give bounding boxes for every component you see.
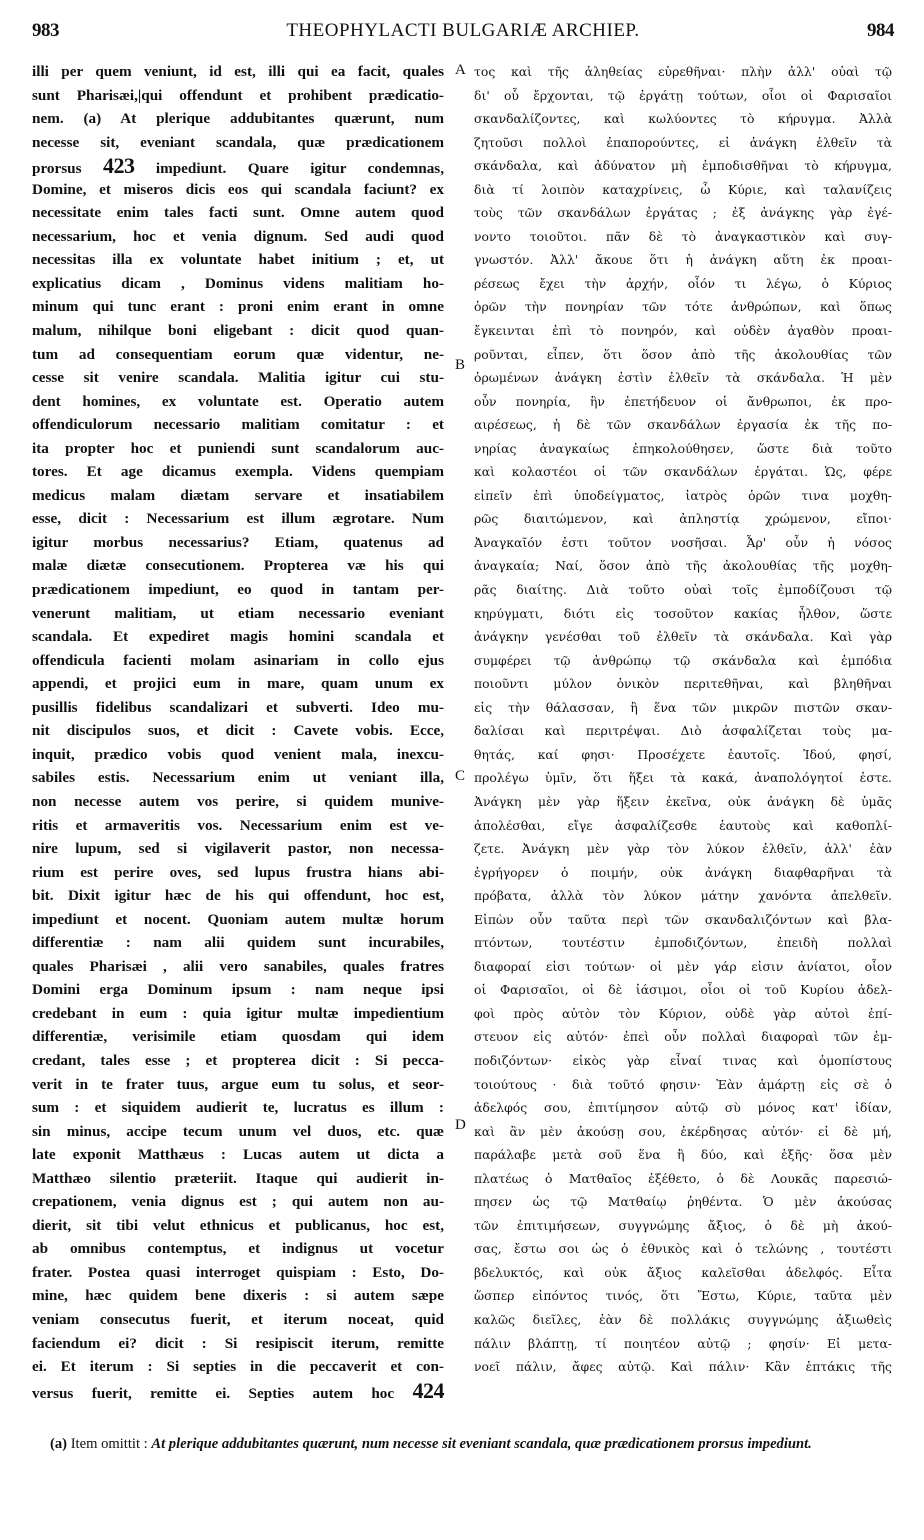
latin-line: venerunt malitiam, ut etiam necessario eveniant: [32, 604, 444, 622]
margin-page-number: 424: [412, 1377, 444, 1403]
latin-line: ei. Et iterum : Si septies in die peccaverit et con-: [32, 1358, 444, 1376]
latin-line: tum ad consequentiam eorum quæ videntur, ne-: [32, 345, 444, 363]
greek-line: θητάς, καί φησι· Προσέχετε ἑαυτοῖς. Ἰδού, φησί,: [474, 746, 892, 762]
running-title: THEOPHYLACTI BULGARIÆ ARCHIEP.: [286, 20, 640, 41]
greek-line: ἀνάγκην γενέσθαι τοῦ ἐλθεῖν τὰ σκάνδαλα. Καὶ γὰρ: [474, 629, 892, 645]
greek-line: τῶν ἐπιτιμήσεων, συγγνώμης ἄξιος, ὁ δὲ μὴ ἀκού-: [474, 1217, 892, 1233]
latin-line: bit. Dixit igitur hæc de his qui offendunt, hoc est,: [32, 887, 444, 905]
greek-line: ζητοῦσι πολλοὶ ἐπαπορούντες, εἰ ἀνάγκη ἐλθεῖν τὰ: [474, 134, 892, 150]
latin-line: credebant in eum : quia igitur multæ impedientium: [32, 1004, 444, 1022]
latin-line: Domine, et miseros dicis eos qui scandala faciunt? ex: [32, 180, 444, 198]
greek-line: ὁρῶν τὴν πονηρίαν τῶν τότε ἀνθρώπων, καὶ ὅπως: [474, 299, 892, 315]
footnote: [50, 1434, 900, 1454]
latin-line: nit discipulos suos, et dicit : Cavete vobis. Ecce,: [32, 722, 444, 740]
latin-line: appendi, et projici eum in mare, quam unum ex: [32, 675, 444, 693]
greek-line: φοὶ πρὸς αὐτὸν τὸν Κύριον, οὐδὲ γὰρ αὐτοὶ ἐπί-: [474, 1005, 892, 1021]
greek-line: ὁρωμένων ἀνάγκη ἐστὶν ἐλθεῖν τὰ σκάνδαλα. Ἡ μὲν: [474, 370, 892, 386]
greek-line: Ἀναγκαῖόν ἐστι τοῦτον νοσῆσαι. Ἆρ' οὖν ἡ νόσος: [474, 534, 892, 550]
page-number-left: 983: [32, 20, 59, 41]
latin-line: ita propter hoc et puniendi sunt scandalorum auc-: [32, 439, 444, 457]
greek-line: διαφοραί εἰσι τούτων· οἱ μὲν γάρ εἰσιν ἀνίατοι, οἷον: [474, 958, 892, 974]
greek-line: συμφέρει τῷ ἀνθρώπῳ τῷ σκάνδαλα καὶ ἐμπόδια: [474, 652, 892, 668]
greek-line: νοντο τοιοῦτοι. πᾶν δὲ τὸ ἀναγκαστικὸν καὶ συγ-: [474, 228, 892, 244]
latin-line: sum : et siquidem audierit te, lucratus es illum :: [32, 1099, 444, 1117]
greek-line: βδελυκτός, καὶ οὐκ ἄξιος καλεῖσθαι ἀδελφός. Εἶτα: [474, 1264, 892, 1280]
latin-line: ritis et armaveritis vos. Necessarium enim est ve-: [32, 816, 444, 834]
latin-line: mine, hæc quidem bene dixeris : si autem sæpe: [32, 1287, 444, 1305]
running-header: [32, 20, 894, 54]
greek-line: προλέγω ὑμῖν, ὅτι ἥξει τὰ κακά, ἀναπολόγητοί ἐστε.: [474, 770, 892, 786]
latin-line: prædicationem impediunt, eo quod in tantam per-: [32, 581, 444, 599]
greek-line: στευον εἰς αὐτόν· ἐπεὶ οὖν πολλαὶ διαφοραὶ τῶν ἐμ-: [474, 1029, 892, 1045]
greek-line: καὶ κολαστέοι οἱ τῶν σκανδάλων ἐργάται. Ὡς, φέρε: [474, 464, 892, 480]
greek-line: καλῶς διεῖλες, ἐὰν δὲ πολλάκις συγγνώμης ἀξιωθεὶς: [474, 1311, 892, 1327]
greek-line: πησεν ὡς τῷ Ματθαίῳ ῥηθέντα. Ὁ μὲν ἀκούσας: [474, 1194, 892, 1210]
greek-line: ποιοῦντι μύλον ὀνικὸν περιτεθῆναι, καὶ βληθῆναι: [474, 676, 892, 692]
latin-line: sin minus, accipe tecum unum vel duos, etc. quæ: [32, 1122, 444, 1140]
latin-line: nem. (a) At plerique addubitantes quærunt, num: [32, 110, 444, 128]
greek-line: Ἀνάγκη μὲν γὰρ ἥξειν ἐκεῖνα, οὐκ ἀνάγκη δὲ ὑμᾶς: [474, 793, 892, 809]
latin-line: tores. Et age dicamus exempla. Videns quempiam: [32, 463, 444, 481]
latin-line: offendicula facienti molam asinariam in collo ejus: [32, 651, 444, 669]
margin-letter-b: B: [455, 357, 466, 373]
latin-line: verit in te frater tuus, argue eum tu solus, et seor-: [32, 1075, 444, 1093]
greek-line: ἐγρήγορεν ὁ ποιμήν, οὐκ ἀνάγκη διαφθαρῆναι τὰ: [474, 864, 892, 880]
greek-line: γνωστόν. Ἀλλ' ἄκουε ὅτι ἡ ἀνάγκη αὕτη ἐκ προαι-: [474, 252, 892, 268]
latin-line: pusillis fidelibus scandalizari et subverti. Ideo mu-: [32, 698, 444, 716]
latin-line: late exponit Matthæus : Lucas autem ut dicta a: [32, 1146, 444, 1164]
latin-line: nire lupum, sed si vigilaverit pastor, non necessa-: [32, 840, 444, 858]
greek-line: πλατέως ὁ Ματθαῖος ἐξέθετο, ὁ δὲ Λουκᾶς παρεσιώ-: [474, 1170, 892, 1186]
latin-line: frater. Postea quasi interroget quispiam : Esto, Do-: [32, 1263, 444, 1281]
margin-letter-d: D: [455, 1117, 466, 1133]
latin-line: ab omnibus contemptus, et indignus ut vocetur: [32, 1240, 444, 1258]
greek-line: πτόντων, τουτέστιν ἐμποδιζόντων, ἐπειδὴ πολλαὶ: [474, 935, 892, 951]
latin-line: non necesse autem vos perire, si quidem munive-: [32, 792, 444, 810]
greek-line: καὶ ἂν μὲν ἀκούσῃ σου, ἐκέρδησας αὐτόν· εἰ δὲ μή,: [474, 1123, 892, 1139]
latin-line: scandala. Et expediret magis homini scandala et: [32, 628, 444, 646]
latin-line: malum, nihilque boni eligebant : dicit quod quan-: [32, 322, 444, 340]
latin-line: Matthæo silentio præteriit. Itaque qui audierit in-: [32, 1169, 444, 1187]
greek-line: ἀδελφός σου, ἐπιτίμησον αὐτῷ σὺ μόνος κατ' ἰδίαν,: [474, 1100, 892, 1116]
greek-line: πάλιν βλάπτῃ, τί ποιητέον αὐτῷ ; φησίν· Εἰ μετα-: [474, 1335, 892, 1351]
greek-line: ἔγκεινται ἐπὶ τὸ πονηρόν, καὶ οὐδὲν ἀγαθὸν προαι-: [474, 323, 892, 339]
greek-line: παράλαβε μετὰ σοῦ ἕνα ἢ δύο, καὶ ἑξῆς· ὅσα μὲν: [474, 1147, 892, 1163]
latin-line: credant, tales esse ; et propterea dicit : Si pecca-: [32, 1051, 444, 1069]
greek-line: σας, ἔστω σοι ὡς ὁ ἐθνικὸς καὶ ὁ τελώνης , τουτέστι: [474, 1241, 892, 1257]
greek-line: ροῦνται, εἶπεν, ὅτι ὅσον ἀπὸ τῆς ἀκολουθίας τῶν: [474, 346, 892, 362]
latin-line: igitur morbus necessarius? Etiam, quatenus ad: [32, 533, 444, 551]
greek-line: ἀναγκαία; Ναί, ὅσον ἀπὸ τῆς ἀκολουθίας τῆς μοχθη-: [474, 558, 892, 574]
greek-line: ἀπολέσθαι, εἴγε ἀσφαλίζεσθε ἑαυτοὺς καὶ καθοπλί-: [474, 817, 892, 833]
latin-line: cesse sit venire scandala. Malitia igitur cui stu-: [32, 369, 444, 387]
greek-line: νοεῖ πάλιν, ἄφες αὐτῷ. Καὶ πάλιν· Κἂν ἑπτάκις τῆς: [474, 1359, 892, 1375]
greek-line: τος καὶ τῆς ἀληθείας εὑρεθῆναι· πλὴν ἀλλ' οὐαὶ τῷ: [474, 64, 892, 79]
footnote-lead: Item omittit :: [70, 1436, 148, 1452]
greek-line: εἰς τὴν θάλασσαν, ἢ ἕνα τῶν μικρῶν πιστῶν σκαν-: [474, 699, 892, 715]
latin-line: prorsus 423 impediunt. Quare igitur condemnas,: [32, 153, 445, 179]
latin-line: sunt Pharisæi,|qui offendunt et prohibent prædicatio-: [32, 86, 444, 104]
latin-line: versus fuerit, remitte ei. Septies autem hoc 424: [32, 1377, 444, 1403]
greek-line: εἰπεῖν ἐπὶ ὑποδείγματος, ἰατρὸς ὁρῶν τινα μοχθη-: [474, 487, 892, 503]
greek-line: ζετε. Ἀνάγκη μὲν γὰρ τὸν λύκον ἐλθεῖν, ἀλλ' ἐὰν: [474, 841, 892, 857]
latin-line: illi per quem veniunt, id est, illi qui ea facit, quales: [32, 63, 444, 80]
margin-letter-c: C: [455, 768, 466, 784]
latin-line: explicatius dicam , Dominus videns malitiam ho-: [32, 274, 444, 292]
greek-line: οὖν πονηρία, ἣν ἐπετήδευον οἱ ἄνθρωποι, ἐκ προ-: [474, 393, 892, 409]
latin-line: crepationem, venia dignus est ; qui autem non au-: [32, 1193, 444, 1211]
greek-line: Εἰπὼν οὖν ταῦτα περὶ τῶν σκανδαλιζόντων καὶ βλα-: [474, 911, 892, 927]
footnote-text: At plerique addubitantes quærunt, num necesse sit eveniant scandala, quæ prædicationem prorsus impediunt.: [151, 1436, 812, 1452]
greek-line: ὥσπερ εἰπόντος τινός, ὅτι Ἔστω, Κύριε, ταῦτα μὲν: [474, 1288, 892, 1304]
latin-line: impediunt et nocent. Quoniam autem multæ horum: [32, 910, 444, 928]
greek-line: ποδιζόντων· εἰκὸς γὰρ εἶναί τινας καὶ ὁμοπίστους: [474, 1052, 892, 1068]
latin-line: necesse sit, eveniant scandala, quæ prædicationem: [32, 133, 444, 151]
latin-line: quales Pharisæi , alii vero sanabiles, quales fratres: [32, 957, 444, 975]
greek-line: ρᾶς διαίτης. Διὰ τοῦτο οὐαὶ τοῖς ἐμποδίζουσι τῷ: [474, 582, 892, 598]
footnote-mark: (a): [50, 1436, 68, 1452]
greek-line: σκανδαλίζοντες, καὶ κωλύοντες τὸ κήρυγμα. Ἀλλὰ: [474, 111, 892, 127]
greek-line: κηρύγματι, διότι εἰς τοσοῦτον κακίας ἦλθον, ὥστε: [474, 605, 892, 621]
greek-line: δι' οὗ ἔρχονται, τῷ ἐργάτῃ τούτων, οἷοι οἱ Φαρισαῖοι: [474, 87, 892, 103]
latin-line: faciendum ei? dicit : Si resipiscit iterum, remitte: [32, 1334, 444, 1352]
greek-line: ρέσεως ἔχει τὴν ἀρχήν, οἷόν τι λέγω, ὁ Κύριος: [474, 275, 892, 291]
margin-page-number: 423: [102, 153, 135, 179]
greek-column: [474, 60, 892, 1379]
greek-line: διὰ τί λοιπὸν καταχρίνεις, ὦ Κύριε, καὶ ταλανίζεις: [474, 181, 892, 197]
greek-line: τοιούτους · διὰ τοῦτό φησιν· Ἐὰν ἁμάρτῃ εἰς σὲ ὁ: [474, 1076, 892, 1092]
latin-line: veniam consecutus fuerit, et iterum noceat, quid: [32, 1310, 444, 1328]
latin-line: minum qui tunc erant : proni enim erant in omne: [32, 298, 444, 316]
latin-column: [32, 60, 444, 1402]
latin-line: esse, dicit : Necessarium est illum ægrotare. Num: [32, 510, 444, 528]
latin-line: sabiles estis. Necessarium enim ut veniant illa,: [32, 769, 444, 787]
latin-line: offendiculorum necessario malitiam comitatur : et: [32, 416, 444, 434]
latin-line: differentiæ : nam alii quidem sunt incurabiles,: [32, 934, 444, 952]
greek-line: σκάνδαλα, καὶ ἀδύνατον μὴ ἐμποδισθῆναι τὸ κήρυγμα,: [474, 158, 892, 174]
greek-line: αιρέσεως, ἡ δὲ τῶν σκανδάλων ἐργασία ἐκ τῆς πο-: [474, 417, 892, 433]
greek-line: πρόβατα, ἀλλὰ τὸν λύκον μάτην χανόντα ἀπελθεῖν.: [474, 888, 892, 904]
greek-line: οἱ Φαρισαῖοι, οἱ δὲ ἰάσιμοι, οἷοι οἱ τοῦ Κυρίου ἀδελ-: [474, 982, 892, 998]
latin-line: necessitate enim tales facti sunt. Omne autem quod: [32, 204, 444, 222]
latin-line: Domini erga Dominum ipsum : nam neque ipsi: [32, 981, 444, 999]
latin-line: medicus malam diætam servare et insatiabilem: [32, 486, 444, 504]
latin-line: dierit, sit tibi velut ethnicus et publicanus, hoc est,: [32, 1216, 444, 1234]
latin-line: necessitas illa ex voluntate habet initium ; et, ut: [32, 251, 444, 269]
greek-line: δαλίσαι καὶ περιτρέψαι. Διὸ ἀσφαλίζεται τοὺς μα-: [474, 723, 892, 739]
latin-line: necessarium, hoc et venia dignum. Sed audi quod: [32, 227, 444, 245]
latin-line: malæ diætæ consecutionem. Propterea væ his qui: [32, 557, 444, 575]
greek-line: νηρίας ἀναγκαίως ἐπηκολούθησεν, ὥστε διὰ τοῦτο: [474, 440, 892, 456]
greek-line: ρῶς διαιτώμενον, καὶ ἀπληστίᾳ χρώμενον, εἴποι·: [474, 511, 892, 527]
greek-line: τοὺς τῶν σκανδάλων ἐργάτας ; ἐξ ἀνάγκης γὰρ ἐγέ-: [474, 205, 892, 221]
margin-letter-a: A: [455, 62, 466, 78]
latin-line: dent homines, ex voluntate est. Operatio autem: [32, 392, 444, 410]
latin-line: rium est perire oves, sed lupus frustra hians abi-: [32, 863, 444, 881]
latin-line: inquit, prædico vobis quod venient mala, inexcu-: [32, 745, 444, 763]
page-number-right: 984: [867, 20, 894, 41]
latin-line: differentiæ, verisimile etiam quosdam qui idem: [32, 1028, 444, 1046]
